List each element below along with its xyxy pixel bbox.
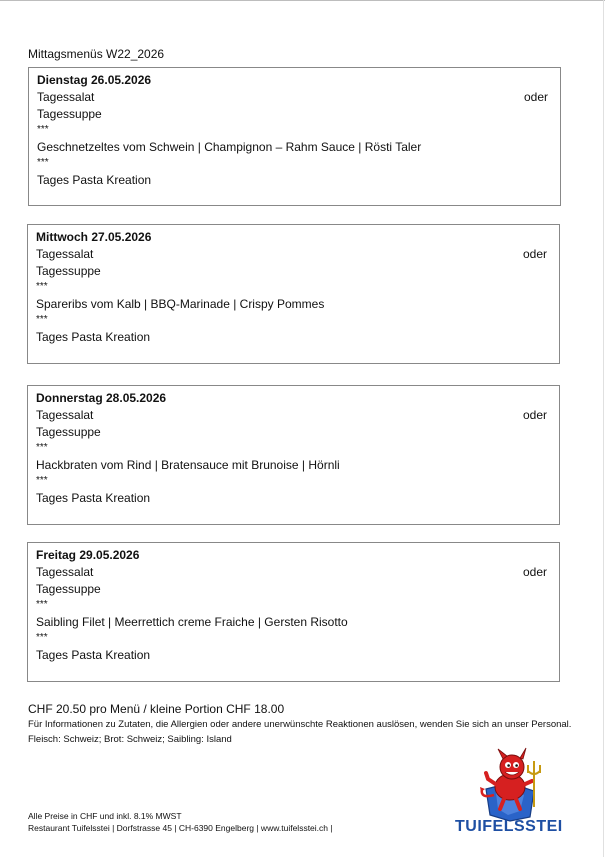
allergen-info: Für Informationen zu Zutaten, die Allergien oder andere unerwünschte Reaktionen auslösen, wenden Sie sich an unser Personal. Fleisch: Schweiz; Brot: Schweiz; Saibling: Island — [28, 719, 572, 745]
day-menu-freitag — [27, 542, 560, 682]
oder-label: oder — [523, 565, 548, 579]
pasta-item: Tages Pasta Kreation — [36, 491, 151, 505]
separator: *** — [36, 632, 48, 643]
salad-item: Tagessalat — [36, 247, 94, 261]
separator: *** — [36, 475, 48, 486]
day-title: Dienstag 26.05.2026 — [37, 73, 152, 87]
pasta-item: Tages Pasta Kreation — [37, 173, 152, 187]
pasta-item: Tages Pasta Kreation — [36, 648, 151, 662]
day-title: Freitag 29.05.2026 — [36, 548, 140, 562]
main-dish: Geschnetzeltes vom Schwein | Champignon – Rahm Sauce | Rösti Taler — [37, 140, 422, 154]
salad-item: Tagessalat — [36, 408, 94, 422]
separator: *** — [36, 442, 48, 453]
soup-item: Tagessuppe — [36, 582, 101, 596]
day-menu-mittwoch — [27, 224, 560, 364]
day-menu-dienstag — [28, 67, 561, 206]
logo-wordmark: TUIFELSSTEI — [455, 818, 563, 835]
main-dish: Hackbraten vom Rind | Bratensauce mit Brunoise | Hörnli — [36, 458, 340, 472]
restaurant-address: Restaurant Tuifelsstei | Dorfstrasse 45 | CH-6390 Engelberg | www.tuifelsstei.ch | — [28, 823, 333, 833]
pasta-item: Tages Pasta Kreation — [36, 330, 151, 344]
main-dish: Saibling Filet | Meerrettich creme Fraiche | Gersten Risotto — [36, 615, 348, 629]
soup-item: Tagessuppe — [37, 107, 102, 121]
separator: *** — [37, 157, 49, 168]
day-title: Mittwoch 27.05.2026 — [36, 230, 152, 244]
separator: *** — [37, 124, 49, 135]
salad-item: Tagessalat — [36, 565, 94, 579]
separator: *** — [36, 314, 48, 325]
soup-item: Tagessuppe — [36, 425, 101, 439]
price-line: CHF 20.50 pro Menü / kleine Portion CHF 18.00 — [28, 702, 285, 716]
separator: *** — [36, 599, 48, 610]
day-menu-donnerstag — [27, 385, 560, 525]
page-top-border — [0, 0, 605, 1]
document-title: Mittagsmenüs W22_2026 — [28, 47, 165, 61]
main-dish: Spareribs vom Kalb | BBQ-Marinade | Crispy Pommes — [36, 297, 325, 311]
oder-label: oder — [523, 247, 548, 261]
soup-item: Tagessuppe — [36, 264, 101, 278]
salad-item: Tagessalat — [37, 90, 95, 104]
separator: *** — [36, 281, 48, 292]
price-note: Alle Preise in CHF und inkl. 8.1% MWST — [28, 811, 182, 821]
day-title: Donnerstag 28.05.2026 — [36, 391, 167, 405]
page-right-border — [603, 0, 604, 857]
oder-label: oder — [524, 90, 549, 104]
oder-label: oder — [523, 408, 548, 422]
